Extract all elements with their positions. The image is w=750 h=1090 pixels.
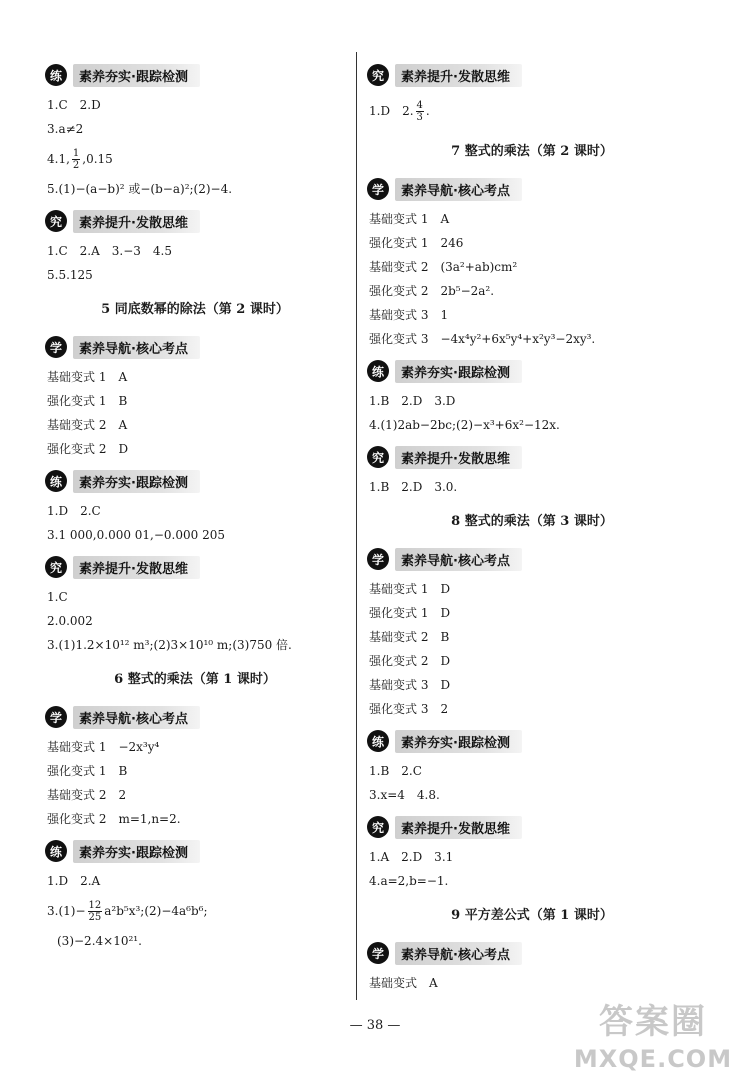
answer-line: 4.a=2,b=−1. bbox=[369, 874, 449, 888]
section-header-label: 素养导航·核心考点 bbox=[73, 706, 200, 729]
section-header-label: 素养导航·核心考点 bbox=[73, 336, 200, 359]
section-header-nav bbox=[45, 333, 345, 361]
lian-badge-icon: 练 bbox=[45, 840, 67, 862]
lesson-title: 9 平方差公式（第 1 课时） bbox=[451, 908, 613, 923]
xue-badge-icon: 学 bbox=[367, 178, 389, 200]
section-header-nav bbox=[367, 939, 697, 967]
answer-line: 4.(1)2ab−2bc;(2)−x³+6x²−12x. bbox=[369, 418, 560, 432]
answer-line: 强化变式 2 D bbox=[47, 442, 129, 456]
jiu-badge-icon: 究 bbox=[367, 64, 389, 86]
section-header-nav bbox=[367, 545, 697, 573]
left-column bbox=[45, 55, 345, 953]
section-header-label: 素养夯实·跟踪检测 bbox=[73, 64, 200, 87]
section-header-label: 素养导航·核心考点 bbox=[395, 942, 522, 965]
answer-line: 3.1 000,0.000 01,−0.000 205 bbox=[47, 528, 225, 542]
lian-badge-icon: 练 bbox=[367, 360, 389, 382]
answer-line: 3.(1)1.2×10¹² m³;(2)3×10¹⁰ m;(3)750 倍. bbox=[47, 638, 292, 652]
watermark-logo bbox=[568, 1000, 738, 1080]
section-header-label: 素养提升·发散思维 bbox=[73, 210, 200, 233]
answer-line: 强化变式 3 2 bbox=[369, 702, 449, 716]
section-header-practice bbox=[45, 467, 345, 495]
fraction: $\frac{12}{25}$ bbox=[88, 900, 102, 923]
lian-badge-icon: 练 bbox=[45, 64, 67, 86]
section-header-label: 素养提升·发散思维 bbox=[395, 446, 522, 469]
answer-line: 1.B 2.D 3.D bbox=[369, 394, 456, 408]
column-divider bbox=[356, 52, 357, 1000]
answer-line: 基础变式 2 A bbox=[47, 418, 128, 432]
section-header-practice bbox=[45, 61, 345, 89]
section-header-label: 素养夯实·跟踪检测 bbox=[395, 730, 522, 753]
answer-line-fraction: 3.(1)− $\frac{12}{25}$ a²b⁵x³;(2)−4a⁶b⁶; bbox=[47, 900, 208, 923]
answer-line: 3.x=4 4.8. bbox=[369, 788, 440, 802]
lian-badge-icon: 练 bbox=[45, 470, 67, 492]
answer-line: 基础变式 2 2 bbox=[47, 788, 127, 802]
answer-line: 基础变式 1 A bbox=[47, 370, 128, 384]
answer-line: 1.C 2.D bbox=[47, 98, 101, 112]
answer-line: 基础变式 A bbox=[369, 976, 438, 990]
section-header-label: 素养提升·发散思维 bbox=[73, 556, 200, 579]
right-column bbox=[367, 55, 697, 995]
answer-line: 基础变式 2 (3a²+ab)cm² bbox=[369, 260, 518, 274]
answer-line: 基础变式 1 −2x³y⁴ bbox=[47, 740, 160, 754]
answer-line: 强化变式 1 246 bbox=[369, 236, 464, 250]
answer-line: 1.C 2.A 3.−3 4.5 bbox=[47, 244, 172, 258]
answer-line: 强化变式 1 B bbox=[47, 764, 128, 778]
answer-line: 1.C bbox=[47, 590, 68, 604]
watermark-url: MXQE.COM bbox=[573, 1045, 733, 1073]
answer-line: 强化变式 2 D bbox=[369, 654, 451, 668]
answer-line: (3)−2.4×10²¹. bbox=[57, 934, 142, 948]
answer-line: 3.a≠2 bbox=[47, 122, 84, 136]
lesson-title: 6 整式的乘法（第 1 课时） bbox=[114, 672, 276, 687]
jiu-badge-icon: 究 bbox=[45, 556, 67, 578]
answer-line: 1.B 2.C bbox=[369, 764, 422, 778]
answer-line: 1.A 2.D 3.1 bbox=[369, 850, 454, 864]
section-header-practice bbox=[45, 837, 345, 865]
answer-line-fraction: 4.1, $\frac{1}{2}$ ,0.15 bbox=[47, 148, 113, 171]
section-header-practice bbox=[367, 357, 697, 385]
xue-badge-icon: 学 bbox=[45, 336, 67, 358]
section-header-nav bbox=[367, 175, 697, 203]
answer-line-fraction: 1.D 2. $\frac{4}{3}$ . bbox=[369, 100, 430, 123]
xue-badge-icon: 学 bbox=[367, 548, 389, 570]
section-header-extend bbox=[45, 553, 345, 581]
lian-badge-icon: 练 bbox=[367, 730, 389, 752]
section-header-extend bbox=[45, 207, 345, 235]
answer-line: 强化变式 3 −4x⁴y²+6x⁵y⁴+x²y³−2xy³. bbox=[369, 332, 596, 346]
section-header-nav bbox=[45, 703, 345, 731]
xue-badge-icon: 学 bbox=[367, 942, 389, 964]
answer-line: 1.D 2.C bbox=[47, 504, 101, 518]
answer-line: 5.(1)−(a−b)² 或−(b−a)²;(2)−4. bbox=[47, 182, 233, 196]
section-header-label: 素养导航·核心考点 bbox=[395, 548, 522, 571]
watermark-text: 答案圈 bbox=[599, 1002, 707, 1042]
section-header-extend bbox=[367, 61, 697, 89]
answer-line: 基础变式 2 B bbox=[369, 630, 450, 644]
answer-line: 2.0.002 bbox=[47, 614, 93, 628]
section-header-label: 素养提升·发散思维 bbox=[395, 816, 522, 839]
answer-line: 强化变式 2 2b⁵−2a². bbox=[369, 284, 495, 298]
answer-line: 强化变式 1 D bbox=[369, 606, 451, 620]
answer-line: 基础变式 3 1 bbox=[369, 308, 449, 322]
section-header-label: 素养夯实·跟踪检测 bbox=[395, 360, 522, 383]
answer-line: 强化变式 1 B bbox=[47, 394, 128, 408]
xue-badge-icon: 学 bbox=[45, 706, 67, 728]
answer-line: 1.B 2.D 3.0. bbox=[369, 480, 458, 494]
section-header-extend bbox=[367, 813, 697, 841]
answer-line: 基础变式 1 D bbox=[369, 582, 451, 596]
answer-line: 基础变式 3 D bbox=[369, 678, 451, 692]
lesson-title: 7 整式的乘法（第 2 课时） bbox=[451, 144, 613, 159]
section-header-label: 素养提升·发散思维 bbox=[395, 64, 522, 87]
lesson-title: 5 同底数幂的除法（第 2 课时） bbox=[101, 302, 289, 317]
answer-line: 5.5.125 bbox=[47, 268, 93, 282]
section-header-extend bbox=[367, 443, 697, 471]
jiu-badge-icon: 究 bbox=[367, 816, 389, 838]
fraction: $\frac{1}{2}$ bbox=[72, 148, 80, 171]
answer-line: 基础变式 1 A bbox=[369, 212, 450, 226]
jiu-badge-icon: 究 bbox=[367, 446, 389, 468]
section-header-label: 素养夯实·跟踪检测 bbox=[73, 470, 200, 493]
jiu-badge-icon: 究 bbox=[45, 210, 67, 232]
fraction: $\frac{4}{3}$ bbox=[416, 100, 423, 123]
answer-line: 强化变式 2 m=1,n=2. bbox=[47, 812, 181, 826]
section-header-label: 素养夯实·跟踪检测 bbox=[73, 840, 200, 863]
section-header-practice bbox=[367, 727, 697, 755]
page-number: — 38 — bbox=[349, 1018, 401, 1033]
answer-line: 1.D 2.A bbox=[47, 874, 101, 888]
lesson-title: 8 整式的乘法（第 3 课时） bbox=[451, 514, 613, 529]
section-header-label: 素养导航·核心考点 bbox=[395, 178, 522, 201]
